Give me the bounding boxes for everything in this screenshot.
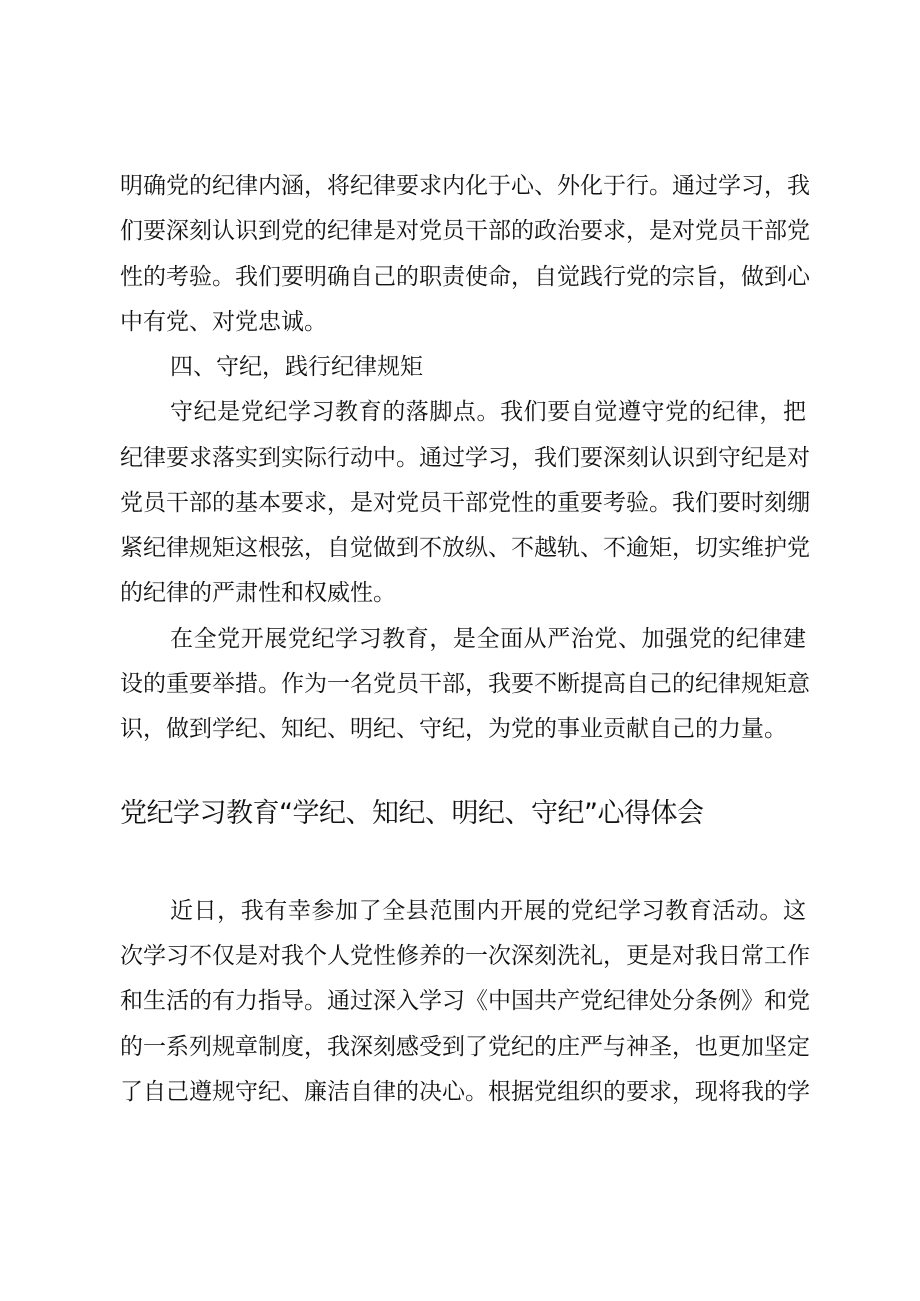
paragraph-line: 中有党、对党忠诚。 bbox=[120, 309, 327, 335]
paragraph-line: 识，做到学纪、知纪、明纪、守纪，为党的事业贡献自己的力量。 bbox=[120, 716, 787, 742]
paragraph-line: 设的重要举措。作为一名党员干部，我要不断提高自己的纪律规矩意 bbox=[120, 671, 810, 697]
paragraph-line: 和生活的有力指导。通过深入学习《中国共产党纪律处分条例》和党 bbox=[120, 988, 810, 1014]
article-title: 党纪学习教育“学纪、知纪、明纪、守纪”心得体会 bbox=[120, 798, 704, 829]
section-heading: 四、守纪，践行纪律规矩 bbox=[170, 354, 423, 380]
paragraph-line: 近日，我有幸参加了全县范围内开展的党纪学习教育活动。这 bbox=[170, 898, 806, 924]
paragraph-line: 次学习不仅是对我个人党性修养的一次深刻洗礼，更是对我日常工作 bbox=[120, 943, 810, 969]
paragraph-line: 了自己遵规守纪、廉洁自律的决心。根据党组织的要求，现将我的学 bbox=[120, 1079, 810, 1105]
paragraph-line: 守纪是党纪学习教育的落脚点。我们要自觉遵守党的纪律，把 bbox=[170, 399, 806, 425]
paragraph-line: 纪律要求落实到实际行动中。通过学习，我们要深刻认识到守纪是对 bbox=[120, 445, 810, 471]
paragraph-line: 党员干部的基本要求，是对党员干部党性的重要考验。我们要时刻绷 bbox=[120, 490, 810, 516]
paragraph-line: 性的考验。我们要明确自己的职责使命，自觉践行党的宗旨，做到心 bbox=[120, 264, 810, 290]
paragraph-line: 的纪律的严肃性和权威性。 bbox=[120, 580, 396, 606]
paragraph-line: 在全党开展党纪学习教育，是全面从严治党、加强党的纪律建 bbox=[170, 626, 806, 652]
paragraph-line: 明确党的纪律内涵，将纪律要求内化于心、外化于行。通过学习，我 bbox=[120, 173, 810, 199]
paragraph-line: 的一系列规章制度，我深刻感受到了党纪的庄严与神圣，也更加坚定 bbox=[120, 1034, 810, 1060]
paragraph-line: 紧纪律规矩这根弦，自觉做到不放纵、不越轨、不逾矩，切实维护党 bbox=[120, 535, 810, 561]
paragraph-line: 们要深刻认识到党的纪律是对党员干部的政治要求，是对党员干部党 bbox=[120, 218, 810, 244]
